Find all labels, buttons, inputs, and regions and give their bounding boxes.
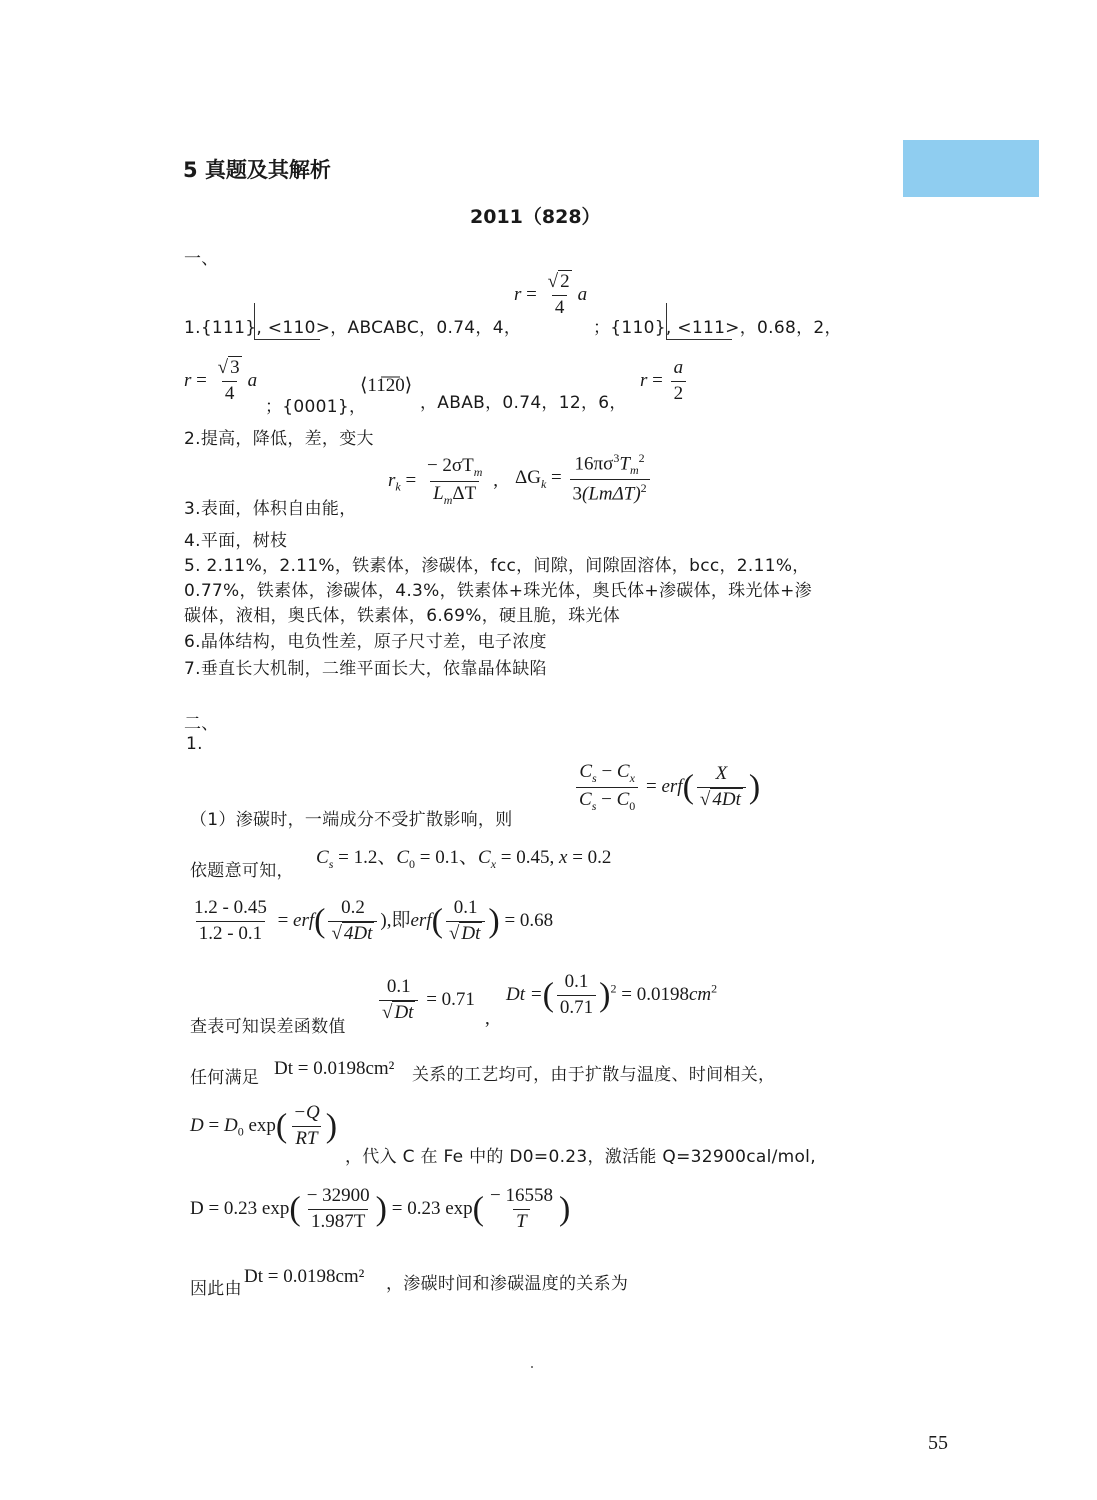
- part2-label: 二、: [184, 714, 219, 734]
- q3-formula-rk: $r_k$ = $\frac{- 2\sigma T_m}{L_m\Delta T}$ ,: [388, 455, 498, 507]
- stray-dot-mark: [531, 1366, 533, 1368]
- q3-formula-gk: $\Delta G_k$ = $\frac{16\pi\sigma^3T_m^2}{3(Lm\Delta T)^2}$: [515, 452, 653, 506]
- q1-line1-a: 1.{111}, <110>，ABCABC，0.74，4，: [184, 318, 522, 338]
- q1-line1-b: ；{110}, <111>，0.68，2，: [593, 318, 842, 338]
- s4-comma: ,: [485, 1008, 490, 1029]
- q2-text: 2.提高，降低，差，变大: [184, 429, 374, 449]
- fraction: $\frac{√ 2}{4}$: [547, 271, 570, 318]
- s1-formula: $\frac{C_s - C_x}{C_s - C_0}$ = erf( $\frac{X}{√ 4Dt}$ ): [573, 762, 760, 813]
- s8-formula: Dt = 0.0198cm²: [244, 1266, 365, 1287]
- handwritten-bracket-mark: [254, 303, 320, 340]
- q5-line2: 0.77%，铁素体，渗碳体，4.3%，铁素体+珠光体，奥氏体+渗碳体，珠光体+渗: [184, 581, 812, 601]
- q1-line2-a: ；{0001}，: [265, 397, 367, 417]
- part1-label: 一、: [184, 249, 219, 269]
- r-formula-sqrt3: r = $\frac{√ 3}{4}$ a: [184, 357, 258, 404]
- s5-b: 关系的工艺均可，由于扩散与温度、时间相关，: [412, 1065, 776, 1085]
- s3-formula: $\frac{1.2 - 0.45}{1.2 - 0.1}$ = erf( $\frac{0.2}{√ 4Dt}$ ),即erf( $\frac{0.1}{√ Dt}$ ) = 0.68: [194, 897, 554, 944]
- s8-a: 因此由: [190, 1279, 242, 1299]
- r-formula-sqrt2: r = $\frac{√ 2}{4}$ a: [514, 271, 588, 318]
- q4-text: 4.平面，树枝: [184, 531, 288, 551]
- s5-formula: Dt = 0.0198cm²: [274, 1058, 395, 1079]
- q6-text: 6.晶体结构，电负性差，原子尺寸差，电子浓度: [184, 632, 547, 652]
- handwritten-bracket-mark-2: [666, 303, 732, 340]
- s1-text: （1）渗碳时，一端成分不受扩散影响，则: [190, 810, 513, 830]
- s4-formula-b: Dt =( $\frac{0.1}{0.71}$ )$^2 = 0.0198cm^2$: [506, 971, 718, 1018]
- s4-text: 查表可知误差函数值: [190, 1017, 346, 1037]
- q3-text: 3.表面，体积自由能，: [184, 499, 357, 519]
- s7-formula: D = 0.23 exp( $\frac{- 32900}{1.987T}$ ) = 0.23 exp( $\frac{- 16558}{T}$ ): [190, 1185, 571, 1232]
- s2-formula: $C_s = 1.2$、$C_0 = 0.1$、$C_x = 0.45$, x = 0.2: [316, 847, 612, 871]
- q5-line1: 5. 2.11%，2.11%，铁素体，渗碳体，fcc，间隙，间隙固溶体，bcc，2.11%，: [184, 556, 810, 576]
- s6-formula: $D = D_0$ exp( $\frac{-Q}{RT}$ ): [190, 1102, 338, 1149]
- q7-text: 7.垂直长大机制，二维平面长大，依靠晶体缺陷: [184, 659, 547, 679]
- r-formula-a-half: r = $\frac{a}{2}$: [640, 358, 689, 405]
- section-title: 5 真题及其解析: [183, 158, 331, 182]
- q1-line2-b: ，ABAB，0.74，12，6，: [420, 393, 627, 413]
- year-heading: 2011（828）: [470, 206, 601, 228]
- s2-text: 依题意可知，: [190, 861, 294, 881]
- s5-a: 任何满足: [190, 1068, 260, 1088]
- part2-q1-label: 1.: [186, 734, 203, 754]
- hex-direction: ⟨11̅2̅0⟩: [360, 375, 413, 396]
- s8-b: ，渗碳时间和渗碳温度的关系为: [386, 1274, 629, 1294]
- blue-tab-marker: [903, 140, 1039, 197]
- s6-text: ，代入 C 在 Fe 中的 D0=0.23，激活能 Q=32900cal/mol,: [345, 1147, 816, 1167]
- s4-formula-a: $\frac{0.1}{√ Dt}$ = 0.71: [376, 977, 475, 1024]
- page-number: 55: [928, 1432, 948, 1454]
- sqrt-sign: √: [547, 271, 559, 292]
- q5-line3: 碳体，液相，奥氏体，铁素体，6.69%，硬且脆，珠光体: [184, 606, 621, 626]
